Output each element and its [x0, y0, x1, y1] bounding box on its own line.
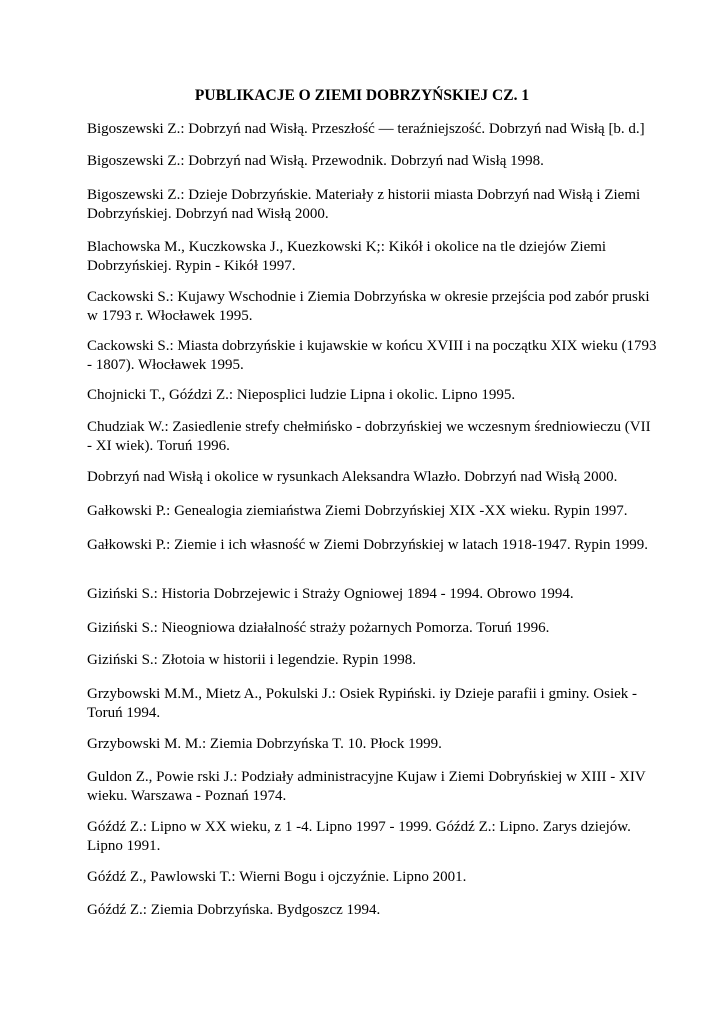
bibliography-entry: Gałkowski P.: Genealogia ziemiaństwa Ziemi Dobrzyńskiej XIX -XX wieku. Rypin 1997. — [87, 503, 628, 519]
bibliography-entry: Bigoszewski Z.: Dobrzyń nad Wisłą. Przeszłość — teraźniejszość. Dobrzyń nad Wisłą [b. d.] — [87, 121, 645, 137]
bibliography-entry: Góźdź Z.: Lipno w XX wieku, z 1 -4. Lipno 1997 - 1999. Góźdź Z.: Lipno. Zarys dziejów. Lipno 1991. — [87, 819, 631, 854]
bibliography-entry: Blachowska M., Kuczkowska J., Kuezkowski K;: Kikół i okolice na tle dziejów Ziemi Dobrzyńskiej. Rypin - Kikół 1997. — [87, 239, 607, 274]
bibliography-entry: Cackowski S.: Miasta dobrzyńskie i kujawskie w końcu XVIII i na początku XIX wieku (1793 - 1807). Włocławek 1995. — [87, 338, 657, 373]
bibliography-entry: Bigoszewski Z.: Dobrzyń nad Wisłą. Przewodnik. Dobrzyń nad Wisłą 1998. — [87, 153, 544, 169]
bibliography-entry: Cackowski S.: Kujawy Wschodnie i Ziemia Dobrzyńska w okresie przejścia pod zabór pruski w 1793 r. Włocławek 1995. — [87, 289, 650, 324]
bibliography-entry: Grzybowski M.M., Mietz A., Pokulski J.: Osiek Rypiński. iy Dzieje parafii i gminy. Osiek - Toruń 1994. — [87, 686, 638, 721]
bibliography-entry: Góźdź Z.: Ziemia Dobrzyńska. Bydgoszcz 1994. — [87, 902, 381, 918]
document-title: PUBLIKACJE O ZIEMI DOBRZYŃSKIEJ CZ. 1 — [194, 87, 530, 104]
bibliography-entry: Grzybowski M. M.: Ziemia Dobrzyńska T. 10. Płock 1999. — [87, 736, 442, 752]
bibliography-entry: Giziński S.: Nieogniowa działalność straży pożarnych Pomorza. Toruń 1996. — [87, 620, 550, 636]
bibliography-entry: Giziński S.: Złotoia w historii i legendzie. Rypin 1998. — [87, 652, 416, 668]
bibliography-entry: Giziński S.: Historia Dobrzejewic i Straży Ogniowej 1894 - 1994. Obrowo 1994. — [87, 586, 574, 602]
bibliography-entry: Bigoszewski Z.: Dzieje Dobrzyńskie. Materiały z historii miasta Dobrzyń nad Wisłą i Ziemi Dobrzyńskiej. Dobrzyń nad Wisłą 2000. — [87, 187, 641, 222]
bibliography-entry: Gałkowski P.: Ziemie i ich własność w Ziemi Dobrzyńskiej w latach 1918-1947. Rypin 1999. — [87, 537, 648, 553]
bibliography-entry: Guldon Z., Powie rski J.: Podziały administracyjne Kujaw i Ziemi Dobryńskiej w XIII - XIV wieku. Warszawa - Poznań 1974. — [87, 769, 646, 804]
bibliography-entry: Góźdź Z., Pawlowski T.: Wierni Bogu i ojczyźnie. Lipno 2001. — [87, 869, 467, 885]
bibliography-entry: Chojnicki T., Góździ Z.: Nieposplici ludzie Lipna i okolic. Lipno 1995. — [87, 387, 516, 403]
bibliography-entry: Chudziak W.: Zasiedlenie strefy chełmińsko - dobrzyńskiej we wczesnym średniowieczu (VII - XI wiek). Toruń 1996. — [87, 419, 651, 454]
bibliography-entry: Dobrzyń nad Wisłą i okolice w rysunkach Aleksandra Wlazło. Dobrzyń nad Wisłą 2000. — [87, 469, 618, 485]
